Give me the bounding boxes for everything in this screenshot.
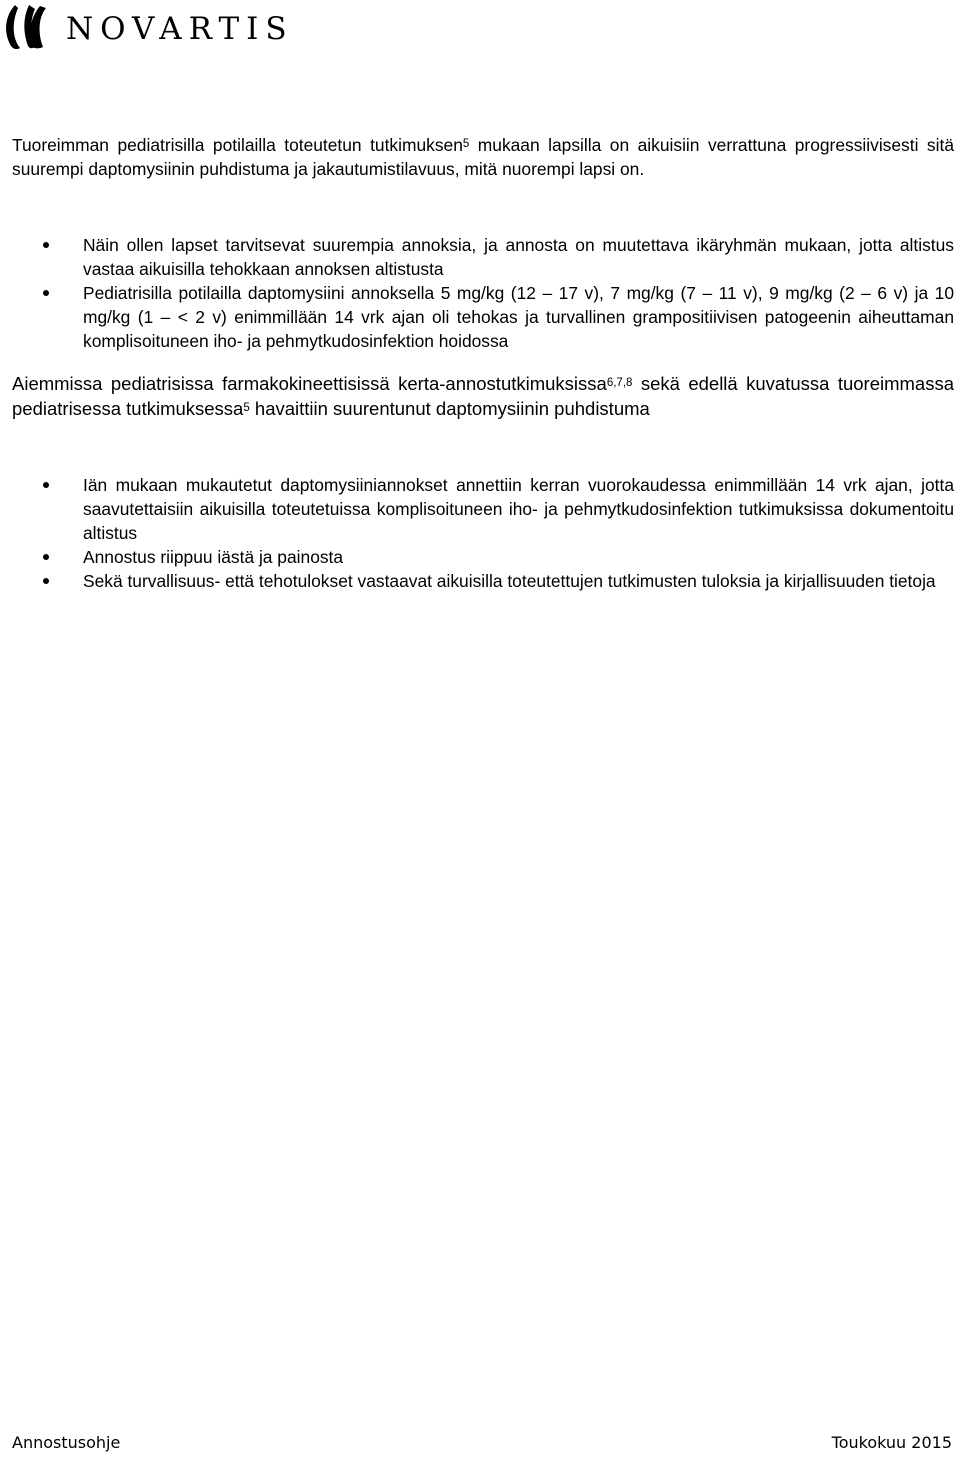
intro-text: Tuoreimman pediatrisilla potilailla toteutetun tutkimuksen [12, 135, 463, 155]
second-reference-2: 5 [243, 402, 250, 414]
list-item-text: Sekä turvallisuus- että tehotulokset vastaavat aikuisilla toteutettujen tutkimusten tuloksia ja kirjallisuuden tietoja [83, 571, 936, 591]
list-item [12, 545, 954, 569]
bullet-icon [43, 578, 49, 584]
novartis-wordmark: NOVARTIS [66, 11, 294, 47]
second-bullet-list [12, 473, 954, 593]
list-item [12, 569, 954, 593]
list-item [12, 233, 954, 281]
list-item-text: Iän mukaan mukautetut daptomysiiniannokset annettiin kerran vuorokaudessa enimmillään 14 vrk ajan, jotta saavutettaisiin aikuisilla toteutetuissa komplisoituneen iho- ja pehmytkudosinfektion tutkimuksissa dokumentoitu altistus [83, 475, 954, 543]
intro-paragraph [12, 133, 954, 181]
footer-date: Toukokuu 2015 [831, 1433, 952, 1452]
second-text-continued: sekä edellä kuvatussa tuoreimmassa pediatrisessa tutkimuksessa [12, 373, 954, 419]
intro-text-continued: mukaan lapsilla on aikuisiin verrattuna progressiivisesti sitä suurempi daptomysiinin puhdistuma ja jakautumistilavuus, mitä nuorempi lapsi on. [12, 135, 954, 179]
second-text: Aiemmissa pediatrisissa farmakokineettisissä kerta-annostutkimuksissa [12, 373, 607, 394]
second-reference-1: 6,7,8 [606, 377, 633, 389]
intro-reference: 5 [462, 138, 470, 150]
second-paragraph [12, 371, 954, 421]
novartis-flame-icon [2, 2, 50, 52]
first-bullet-list [12, 233, 954, 353]
list-item [12, 473, 954, 545]
list-item-text: Pediatrisilla potilailla daptomysiini annoksella 5 mg/kg (12 – 17 v), 7 mg/kg (7 – 11 v), 9 mg/kg (2 – 6 v) ja 10 mg/kg (1 – < 2 v) enimmillään 14 vrk ajan oli tehokas ja turvallinen grampositiivisen patogeenin aiheuttaman komplisoituneen iho- ja pehmytkudosinfektion hoidossa [83, 283, 954, 351]
bullet-icon [43, 554, 49, 560]
second-text-end: havaittiin suurentunut daptomysiinin puhdistuma [249, 398, 650, 419]
list-item-text: Annostus riippuu iästä ja painosta [83, 547, 344, 567]
list-item [12, 281, 954, 353]
novartis-logo [2, 2, 294, 52]
bullet-icon [43, 290, 49, 296]
bullet-icon [43, 242, 49, 248]
list-item-text: Näin ollen lapset tarvitsevat suurempia annoksia, ja annosta on muutettava ikäryhmän mukaan, jotta altistus vastaa aikuisilla tehokkaan annoksen altistusta [83, 235, 954, 279]
bullet-icon [43, 482, 49, 488]
footer-document-title: Annostusohje [12, 1433, 121, 1452]
